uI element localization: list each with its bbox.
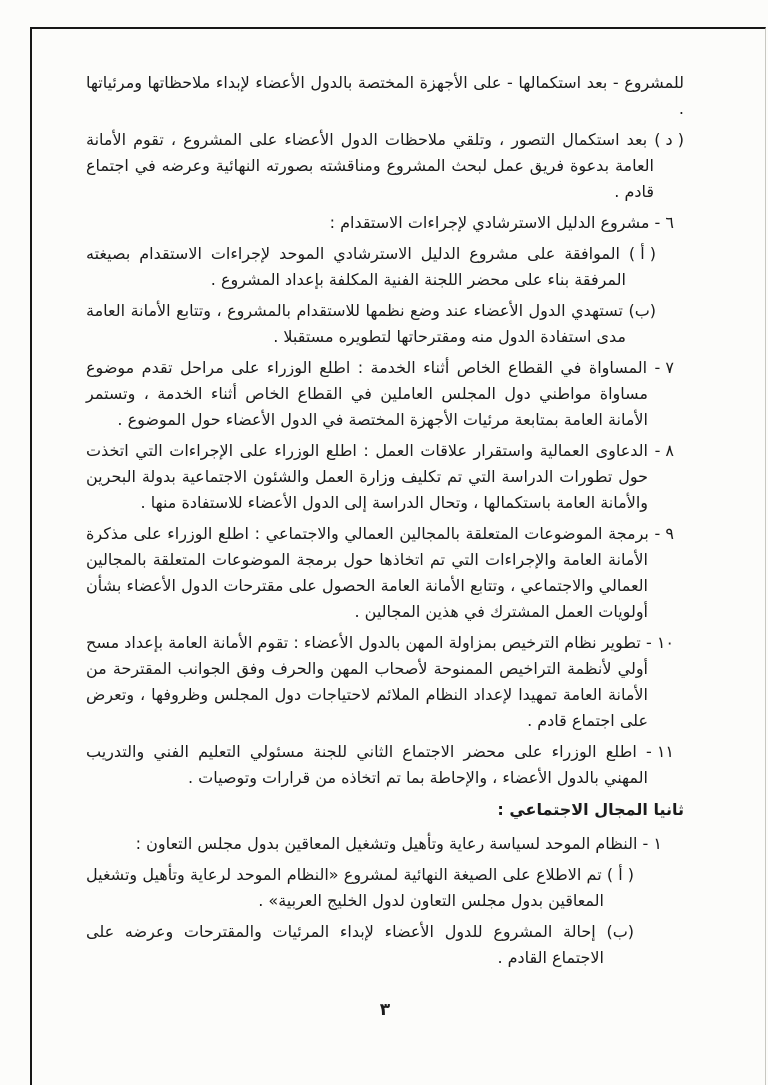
item-text: برمجة الموضوعات المتعلقة بالمجالين العمالي والاجتماعي : اطلع الوزراء على مذكرة الأمانة العامة والإجراءات التي تم اتخاذها حول برمجة الموضوعات المتعلقة بالمجالين العمالي والاجتماعي ، وتتابع الأمانة العامة الحصول على مقترحات الدول الأعضاء بشأن أولويات العمل المشترك في هذين المجالين . xyxy=(86,524,649,621)
item-marker: ٩ - xyxy=(654,524,674,543)
item-8 xyxy=(86,438,674,516)
item-10 xyxy=(86,630,674,734)
item-marker: ( د ) xyxy=(654,130,684,149)
item-text: تستهدي الدول الأعضاء عند وضع نظمها للاستقدام بالمشروع ، وتتابع الأمانة العامة مدى استفادة الدول منه ومقترحاتها لتطويره مستقبلا . xyxy=(86,301,626,346)
item-marker: ١٠ - xyxy=(645,633,675,652)
item-9 xyxy=(86,521,674,625)
item-6-a xyxy=(86,241,656,293)
page-number: ٣ xyxy=(379,1000,391,1020)
item-marker: (ب) xyxy=(606,922,634,941)
item-marker: ٧ - xyxy=(654,358,674,377)
item-marker: ٨ - xyxy=(654,441,675,460)
item-text: بعد استكمال التصور ، وتلقي ملاحظات الدول الأعضاء على المشروع ، تقوم الأمانة العامة بدعوة فريق عمل لبحث المشروع ومناقشته بصورته النهائية وعرضه في اجتماع قادم . xyxy=(86,130,654,201)
item-1-a xyxy=(86,862,634,914)
item-1-b xyxy=(86,919,634,971)
item-6-b xyxy=(86,298,656,350)
item-text: النظام الموحد لسياسة رعاية وتأهيل وتشغيل المعاقين بدول مجلس التعاون : xyxy=(135,834,638,853)
item-text: المساواة في القطاع الخاص أثناء الخدمة : اطلع الوزراء على مراحل تقدم موضوع مساواة مواطني دول المجلس العاملين في القطاع الخاص أثناء الخدمة ، وتستمر الأمانة العامة بمتابعة مرئيات الأجهزة المختصة في الدول الأعضاء حول الموضوع . xyxy=(86,358,648,429)
item-text: اطلع الوزراء على محضر الاجتماع الثاني للجنة مسئولي التعليم الفني والتدريب المهني بالدول الأعضاء ، والإحاطة بما تم اتخاذه من قرارات وتوصيات . xyxy=(86,742,648,787)
item-marker: (ب) xyxy=(628,301,656,320)
item-marker: ١١ - xyxy=(645,742,674,761)
item-11 xyxy=(86,739,674,791)
section-heading-social: ثانيا المجال الاجتماعي : xyxy=(497,800,684,819)
item-marker: ٦ - xyxy=(654,213,674,232)
item-marker: ( أ ) xyxy=(628,244,656,263)
item-text: الدعاوى العمالية واستقرار علاقات العمل : اطلع الوزراء على الإجراءات التي اتخذت حول تطورات الدراسة التي تم تكليف وزارة العمل والشئون الاجتماعية بدولة البحرين والأمانة العامة باستكمالها ، وتحال الدراسة إلى الدول الأعضاء للاستفادة منها . xyxy=(86,441,648,512)
document-content xyxy=(86,70,684,976)
item-text: تطوير نظام الترخيص بمزاولة المهن بالدول الأعضاء : تقوم الأمانة العامة بإعداد مسح أولي لأنظمة التراخيص الممنوحة لأصحاب المهن والحرف وفق الجوانب المقترحة من الأمانة العامة تمهيدا لإعداد النظام الملائم لاحتياجات دول المجلس وظروفها ، وتعرض على اجتماع قادم . xyxy=(86,633,648,730)
item-marker: ١ - xyxy=(642,834,662,853)
item-d xyxy=(86,127,684,205)
item-marker: ( أ ) xyxy=(606,865,635,884)
item-text: تم الاطلاع على الصيغة النهائية لمشروع «النظام الموحد لرعاية وتأهيل وتشغيل المعاقين بدول مجلس التعاون لدول الخليج العربية» . xyxy=(86,865,604,910)
item-text: مشروع الدليل الاسترشادي لإجراءات الاستقدام : xyxy=(329,213,650,232)
item-1 xyxy=(86,831,662,857)
item-text: إحالة المشروع للدول الأعضاء لإبداء المرئيات والمقترحات وعرضه على الاجتماع القادم . xyxy=(86,922,604,967)
item-7 xyxy=(86,355,674,433)
item-6 xyxy=(86,210,674,236)
item-text: الموافقة على مشروع الدليل الاسترشادي الموحد لإجراءات الاستقدام بصيغته المرفقة بناء على محضر اللجنة الفنية المكلفة بإعداد المشروع . xyxy=(86,244,626,289)
paragraph-continuation: للمشروع - بعد استكمالها - على الأجهزة المختصة بالدول الأعضاء لإبداء ملاحظاتها ومرئياتها . xyxy=(86,73,684,118)
